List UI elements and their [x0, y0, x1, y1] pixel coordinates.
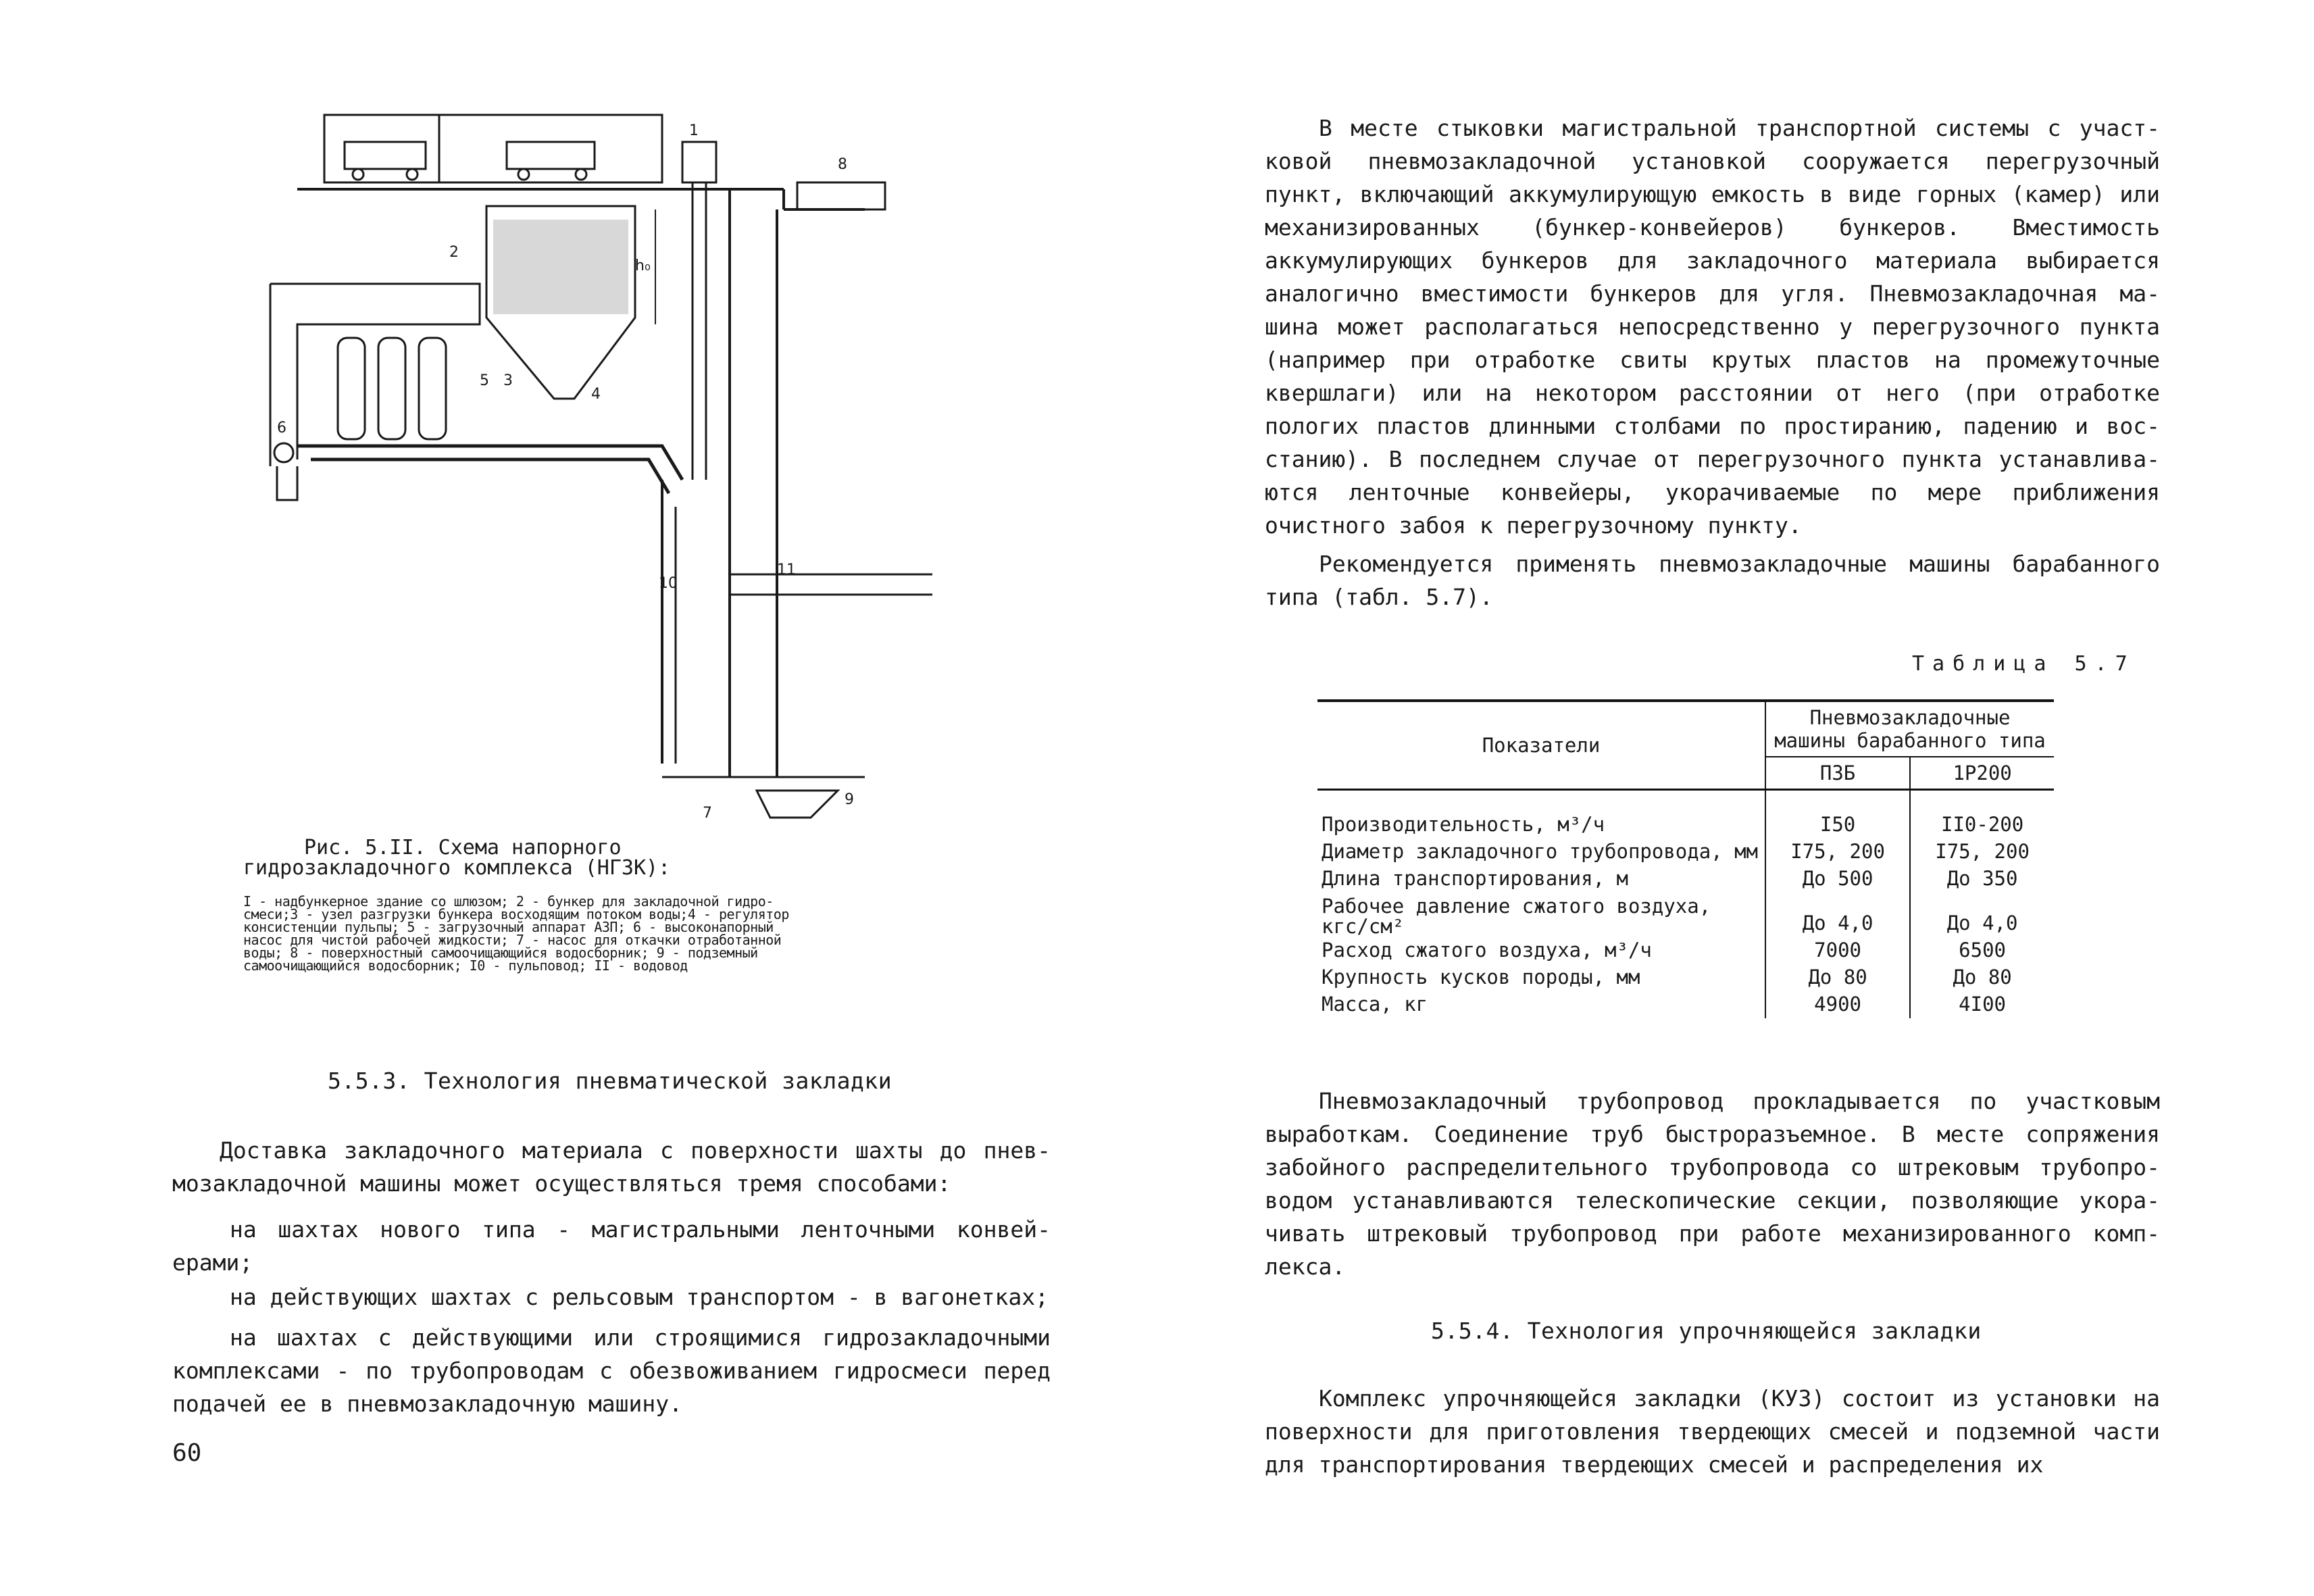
- section-title-554: 5.5.4. Технология упрочняющейся закладки: [1431, 1318, 1982, 1344]
- label-6: 6: [277, 420, 286, 437]
- paragraph-transfer-point: В месте стыковки магистральной транспортной системы с участ-ковой пневмозакладочной установкой сооружается перегрузочный пункт, включающий аккумулирующую емкость в виде горных (камер) или механизированных (бункер-конвейеров) бункеров. Вместимость аккумулирующих бункеров для закладочного материала выбирается аналогично вместимости бункеров для угля. Пневмозакладочная ма-шина может располагаться непосредственно у перегрузочного пункта (например при отработке свиты крутых пластов на промежуточные квершлаги) или на некотором расстоянии от него (при отработке пологих пластов длинными столбами по простиранию, падению и вос-станию). В последнем случае от перегрузочного пункта устанавлива-ются ленточные конвейеры, укорачиваемые по мере приближения очистного забоя к перегрузочному пункту.: [1265, 115, 2160, 539]
- label-8: 8: [838, 156, 847, 173]
- row-value-2: I75, 200: [1910, 838, 2054, 865]
- paragraph-method-3: на шахтах с действующими или строящимися гидрозакладочными комплексами - по трубопроводам с обезвоживанием гидросмеси перед подачей ее в пневмозакладочную машину.: [172, 1324, 1051, 1417]
- label-2: 2: [449, 244, 459, 261]
- legend-line: насос для чистой рабочей жидкости; 7 - насос для откачки отработанной: [243, 932, 782, 948]
- table-row: [1317, 892, 2054, 937]
- label-11: 11: [777, 562, 796, 578]
- row-label: Длина транспортирования, м: [1322, 867, 1628, 890]
- paragraph-kuz: Комплекс упрочняющейся закладки (КУЗ) состоит из установки на поверхности для приготовления твердеющих смесей и подземной части для транспортирования твердеющих смесей и распределения их: [1265, 1385, 2160, 1478]
- row-value-2: До 4,0: [1910, 892, 2054, 937]
- label-h0: h₀: [635, 257, 651, 274]
- table-row: [1317, 865, 2054, 892]
- legend-line: воды; 8 - поверхностный самоочищающийся водосборник; 9 - подземный: [243, 945, 758, 961]
- row-label: Рабочее давление сжатого воздуха, кгс/см²: [1322, 895, 1711, 938]
- table-5-7: [1317, 699, 2054, 1018]
- row-value-2: До 80: [1910, 964, 2054, 991]
- header-param: Показатели: [1317, 701, 1765, 790]
- row-value-1: I75, 200: [1765, 838, 1910, 865]
- label-9: 9: [845, 791, 854, 808]
- loading-apparatus-1: [338, 338, 365, 439]
- hydro-backfill-complex-diagram: [257, 101, 973, 858]
- row-value-2: До 350: [1910, 865, 2054, 892]
- legend-line: консистенции пульпы; 5 - загрузочный аппарат АЗП; 6 - высоконапорный: [243, 919, 774, 935]
- label-10: 10: [659, 575, 678, 592]
- loading-apparatus-2: [378, 338, 405, 439]
- underground-sump: [757, 791, 838, 818]
- header-col-1: П3Б: [1765, 757, 1910, 790]
- wagon-left: [345, 142, 426, 169]
- label-3: 3: [503, 372, 513, 389]
- surface-building: [324, 115, 662, 182]
- row-value-2: 4I00: [1910, 991, 2054, 1018]
- header-group: Пневмозакладочные машины барабанного типа: [1765, 701, 2054, 757]
- row-value-1: 4900: [1765, 991, 1910, 1018]
- caption-line-1: Рис. 5.II. Схема напорного: [304, 836, 622, 859]
- table-title: Таблица 5.7: [1912, 652, 2136, 676]
- section-title-553: 5.5.3. Технология пневматической закладки: [328, 1068, 892, 1094]
- row-label: Расход сжатого воздуха, м³/ч: [1322, 939, 1652, 962]
- row-label: Масса, кг: [1322, 993, 1428, 1016]
- table-row: [1317, 964, 2054, 991]
- high-pressure-pump: [274, 443, 293, 462]
- label-7: 7: [703, 805, 712, 822]
- table-row: [1317, 790, 2054, 839]
- row-value-1: До 80: [1765, 964, 1910, 991]
- pump-chamber: [270, 284, 480, 459]
- row-value-1: 7000: [1765, 937, 1910, 964]
- paragraph-pipeline: Пневмозакладочный трубопровод прокладывается по участковым выработкам. Соединение труб быстроразъемное. В месте сопряжения забойного распределительного трубопровода со штрековым трубопро-водом устанавливаются телескопические секции, позволяющие укора-чивать штрековый трубопровод при работе механизированного комп-лекса.: [1265, 1088, 2160, 1280]
- paragraph-recommend: Рекомендуется применять пневмозакладочные машины барабанного типа (табл. 5.7).: [1265, 551, 2160, 610]
- row-value-2: II0-200: [1910, 790, 2054, 839]
- header-col-2: 1Р200: [1910, 757, 2054, 790]
- row-label: Производительность, м³/ч: [1322, 813, 1605, 836]
- table-row: [1317, 991, 2054, 1018]
- row-label: Диаметр закладочного трубопровода, мм: [1322, 840, 1759, 863]
- legend-line: I - надбункерное здание со шлюзом; 2 - бункер для закладочной гидро-: [243, 893, 774, 909]
- paragraph-method-2: на действующих шахтах с рельсовым транспортом - в вагонетках;: [230, 1284, 1049, 1310]
- figure-diagram: [257, 101, 973, 858]
- row-value-1: До 4,0: [1765, 892, 1910, 937]
- loading-apparatus-3: [419, 338, 446, 439]
- table-row: [1317, 838, 2054, 865]
- surface-sump: [797, 182, 885, 209]
- page-number: 60: [172, 1439, 202, 1467]
- paragraph-delivery: Доставка закладочного материала с поверхности шахты до пнев-мозакладочной машины может осуществляться тремя способами:: [172, 1137, 1051, 1197]
- table-row: [1317, 937, 2054, 964]
- label-5: 5: [480, 372, 489, 389]
- legend-line: самоочищающийся водосборник; I0 - пульповод; II - водовод: [243, 957, 688, 974]
- row-value-1: До 500: [1765, 865, 1910, 892]
- caption-line-2: гидрозакладочного комплекса (НГЗК):: [243, 856, 671, 880]
- row-label: Крупность кусков породы, мм: [1322, 966, 1640, 989]
- row-value-1: I50: [1765, 790, 1910, 839]
- figure-caption: [243, 838, 919, 878]
- water-tower: [682, 142, 716, 182]
- wagon-right: [507, 142, 595, 169]
- row-value-2: 6500: [1910, 937, 2054, 964]
- legend-line: смеси;3 - узел разгрузки бункера восходящим потоком воды;4 - регулятор: [243, 906, 789, 922]
- figure-legend: [243, 895, 926, 972]
- label-1: 1: [689, 122, 699, 139]
- label-4: 4: [591, 386, 601, 403]
- paragraph-method-1: на шахтах нового типа - магистральными ленточными конвей-ерами;: [172, 1216, 1051, 1276]
